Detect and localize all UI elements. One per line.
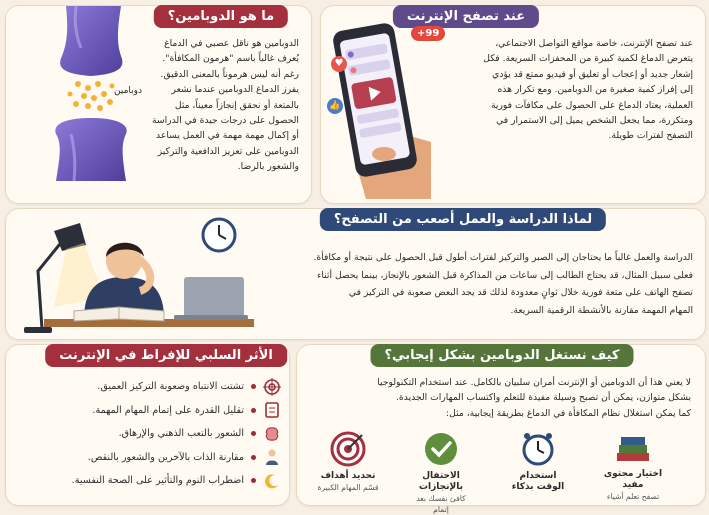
bullet [251,408,256,413]
browsing-card-title: عند تصفح الإنترنت [393,5,539,28]
person-icon [263,448,281,466]
list-item: تقليل القدرة على إتمام المهام المهمة. [16,399,281,423]
dopamine-description: الدوبامين هو ناقل عصبي في الدماغ يُعرف غالباً باسم "هرمون المكافأة". رغم أنه ليس هرموناً بالمعنى الدقيق. يفرز الدماغ الدوبامين عندما نشعر بالمتعة أو نحقق إنجازاً معيناً، مثل الحصول على درجات جيدة في الدراسة أو إكمال مهمة مهمة في العمل يساعد الدوبامين على تعزيز الدافعية والتركيز والشعور بالرضا. [151,38,299,173]
moon-icon [263,472,281,490]
positive-use-card [296,344,706,514]
list-item: تشتت الانتباه وصعوبة التركيز العميق. [16,375,281,399]
bullet [251,384,256,389]
list-item: الشعور بالتعب الذهني والإرهاق. [16,422,281,446]
negative-effects-card [5,344,290,506]
student-at-desk-illustration [14,211,254,337]
positive-use-description: لا يعني هذا أن الدوبامين أو الإنترنت أمران سلبيان بالكامل. عند استخدام التكنولوجيا بشكل متوازن، يمكن أن تصبح وسيلة مفيدة للتعلم واكتساب المهارات الجديدة. كما يمكن استغلال نظام المكافأة في الدماغ بطريقة إيجابية، مثل: [377,377,691,419]
tip-useful-content: اختيار محتوى مفيد تصفح تعلم أشياء [602,431,664,502]
checkmark-icon [423,431,459,467]
notification-badge: 99+ [411,26,445,41]
checklist-icon [263,401,281,419]
heart-icon: ♥ [331,56,347,72]
negative-effects-title: الأثر السلبي للإفراط في الإنترنت [45,344,287,367]
browsing-description: عند تصفح الإنترنت، خاصة مواقع التواصل الاجتماعي، يتعرض الدماغ لكمية كبيرة من المحفزات السريعة. فكل إشعار جديد أو إعجاب أو تعليق أو فيديو ممتع قد يؤدي إلى إفراز كمية صغيرة من الدوبامين. ومع تكرار هذه العملية، يعتاد الدماغ على الحصول على مكافآت فورية ومتكررة، مما يجعل الشخص يميل إلى الاستمرار في التصفح لفترات طويلة. [483,38,693,142]
like-icon: 👍 [327,98,343,114]
bullet [251,431,256,436]
clock-icon [520,431,556,467]
bullet [251,455,256,460]
study-description: الدراسة والعمل غالباً ما يحتاجان إلى الصبر والتركيز لفترات أطول قبل الحصول على نتيجة أو مكافأة. فعلى سبيل المثال، قد يحتاج الطالب إلى ساعات من المذاكرة قبل الشعور بالإنجاز، بينما يحصل أثناء تصفح الهاتف على متعة فورية خلال ثوانٍ معدودة لذلك قد يجد البعض صعوبة في التركيز في المهام المهمة مقارنة بالأنشطة الرقمية السريعة. [313,252,693,316]
dopamine-card [5,5,312,204]
positive-use-title: كيف نستغل الدوبامين بشكل إيجابي؟ [371,344,634,367]
tip-set-goals: تحديد أهداف قسّم المهام الكبيرة [317,431,379,493]
books-icon [613,431,653,465]
tip-use-time-wisely: استخدام الوقت بذكاء [507,431,569,493]
target-icon [330,431,366,467]
browsing-card [320,5,706,204]
bullet [251,478,256,483]
list-item: مقارنة الذات بالآخرين والشعور بالنقص. [16,446,281,470]
brain-icon [263,425,281,443]
study-card-title: لماذا الدراسة والعمل أصعب من التصفح؟ [320,208,606,231]
negative-effects-list [16,375,281,493]
tip-celebrate-achievements: الاحتفال بالإنجازات كافئ نفسك بعد إتمام [410,431,472,515]
dopamine-label: دوبامين [114,86,142,96]
target-distraction-icon [263,378,281,396]
list-item: اضطراب النوم والتأثير على الصحة النفسية. [16,469,281,493]
dopamine-card-title: ما هو الدوبامين؟ [154,5,288,28]
study-card [5,208,706,340]
